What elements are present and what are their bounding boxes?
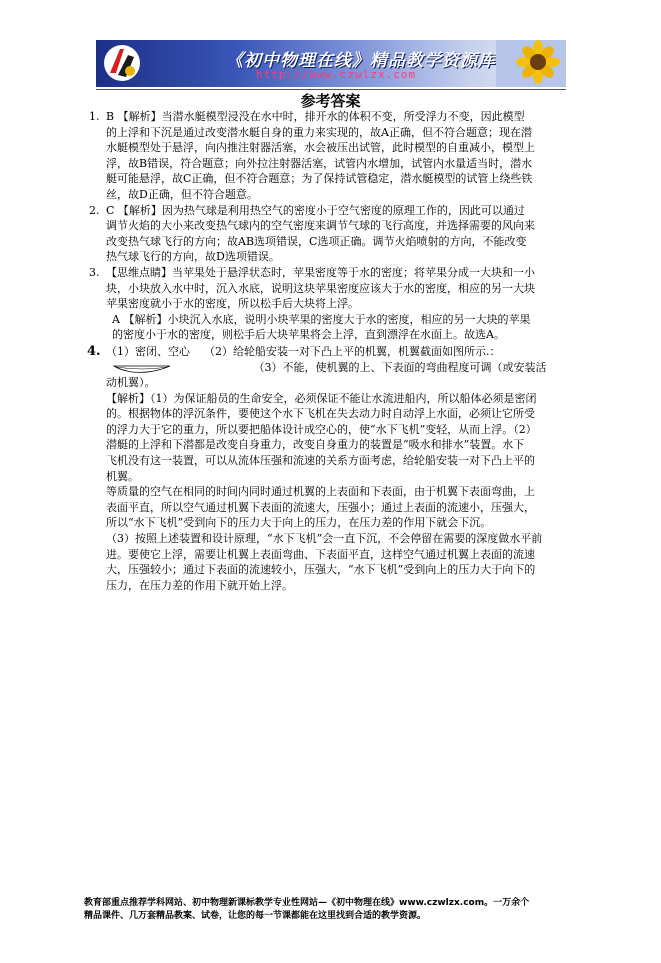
site-logo-icon (102, 43, 142, 83)
footer-line: 教育部重点推荐学科网站、初中物理新课标教学专业性网站—《初中物理在线》www.czwlzx.com。一万余个 (84, 898, 530, 908)
analysis-line: 的。根据物体的浮沉条件，要使这个水下飞机在失去动力时自动浮上水面，必须让它所受 (106, 407, 535, 421)
answer-line: 浮，故B错误，符合题意；向外拉注射器活塞，试管内水增加，试管内水量适当时，潜水 (106, 156, 533, 170)
answer-line: 块，小块放入水中时，沉入水底，说明这块苹果密度应该大于水的密度，相应的另一大块 (106, 281, 535, 295)
answer-line: 的密度小于水的密度，则松手后大块苹果将会上浮，直到漂浮在水面上。故选A。 (112, 328, 505, 342)
banner-title: 《初中物理在线》精品教学资源库 (226, 51, 496, 71)
answer-4-part-3: （3）不能，使机翼的上、下表面的弯曲程度可调（或安装活 (253, 360, 547, 374)
answer-line: B 【解析】当潜水艇模型浸没在水中时，排开水的体积不变，所受浮力不变，因此模型 (106, 110, 525, 123)
page-footer (84, 897, 578, 923)
answer-line: 水艇模型处于悬浮，向内推注射器活塞，水会被压出试管，此时模型的自重减小，模型上 (106, 141, 535, 155)
analysis-line: 等质量的空气在相同的时间内同时通过机翼的上表面和下表面，由于机翼下表面弯曲，上 (106, 485, 535, 499)
answer-line (106, 360, 570, 376)
sunflower-icon (496, 40, 566, 87)
answer-line: 调节火焰的大小来改变热气球内的空气密度来调节气球的飞行高度，并选择需要的风向来 (106, 219, 535, 233)
answer-line: C 【解析】因为热气球是利用热空气的密度小于空气密度的原理工作的，因此可以通过 (106, 203, 525, 217)
answer-line: 【思维点睛】当苹果处于悬浮状态时，苹果密度等于水的密度；将苹果分成一大块和一小 (106, 265, 535, 279)
answer-4-part-1: （1）密闭、空心 (106, 344, 190, 358)
analysis-line: 飞机没有这一装置，可以从流体压强和流速的关系方面考虑，给轮船安装一对下凸上平的 (106, 454, 535, 468)
page-title: 参考答案 (300, 92, 361, 110)
analysis-line: 进。要使它上浮，需要让机翼上表面弯曲、下表面平直，这样空气通过机翼上表面的流速 (106, 547, 535, 561)
answer-4-part-2: （2）给轮船安装一对下凸上平的机翼，机翼截面如图所示.： (204, 344, 501, 358)
analysis-line: 压力，在压力差的作用下就开始上浮。 (106, 578, 293, 592)
answer-number: 2. (89, 203, 100, 217)
answer-line: A 【解析】小块沉入水底，说明小块苹果的密度大于水的密度，相应的另一大块的苹果 (112, 312, 531, 326)
answer-3-extra (86, 312, 570, 343)
answer-line: 艇可能悬浮，故C正确，但不符合题意；为了保持试管稳定，潜水艇模型的试管上绕些铁 (106, 172, 533, 186)
answer-1 (86, 109, 570, 203)
answer-line (106, 344, 570, 360)
answer-2 (86, 203, 570, 265)
analysis-line: （3）按照上述装置和设计原理，“水下飞机”会一直下沉，不会停留在需要的深度做水平前 (106, 532, 543, 546)
wing-section-figure (112, 362, 172, 374)
analysis-line: 的浮力大于它的重力，所以要把船体设计成空心的，使“水下飞机”变轻，从而上浮。（2） (106, 422, 537, 436)
answer-number: 1. (89, 110, 100, 123)
analysis-line: 所以“水下飞机”受到向下的压力大于向上的压力，在压力差的作用下就会下沉。 (106, 516, 492, 530)
answer-3 (86, 265, 570, 312)
footer-line: 精品课件、几万套精品教案、试卷，让您的每一节课都能在这里找到合适的教学资源。 (84, 911, 427, 921)
answer-line: 改变热气球飞行的方向；故AB选项错误，C选项正确。调节火焰喷射的方向，不能改变 (106, 234, 527, 248)
answer-line: 的上浮和下沉是通过改变潜水艇自身的重力来实现的，故A正确，但不符合题意；现在潜 (106, 125, 532, 139)
analysis-line: 大，压强较小；通过下表面的流速较小，压强大，“水下飞机”受到向上的压力大于向下的 (106, 563, 536, 577)
answer-4 (86, 344, 570, 391)
analysis-line: 表面平直，所以空气通过机翼下表面的流速大，压强小；通过上表面的流速小，压强大， (106, 500, 535, 514)
answer-body (86, 109, 570, 593)
answer-line: 苹果密度就小于水的密度，所以松手后大块将上浮。 (106, 297, 359, 311)
answer-line: 丝，故D正确，但不符合题意。 (106, 187, 258, 201)
banner-url[interactable]: http://www.czwlzx.com (256, 68, 417, 81)
analysis-line: 潜艇的上浮和下潜都是改变自身重力，改变自身重力的装置是“吸水和排水”装置。水下 (106, 438, 525, 452)
answer-4-analysis (86, 391, 570, 594)
analysis-line: 机翼。 (106, 469, 139, 483)
header-banner (96, 40, 566, 87)
answer-number: 4. (87, 343, 101, 359)
answer-line: 动机翼）。 (106, 376, 156, 390)
analysis-line: 【解析】（1）为保证船员的生命安全，必须保证不能让水流进船内，所以船体必须是密闭 (106, 391, 537, 405)
answer-number: 3. (89, 265, 100, 279)
answer-line: 热气球飞行的方向，故D选项错误。 (106, 250, 280, 264)
